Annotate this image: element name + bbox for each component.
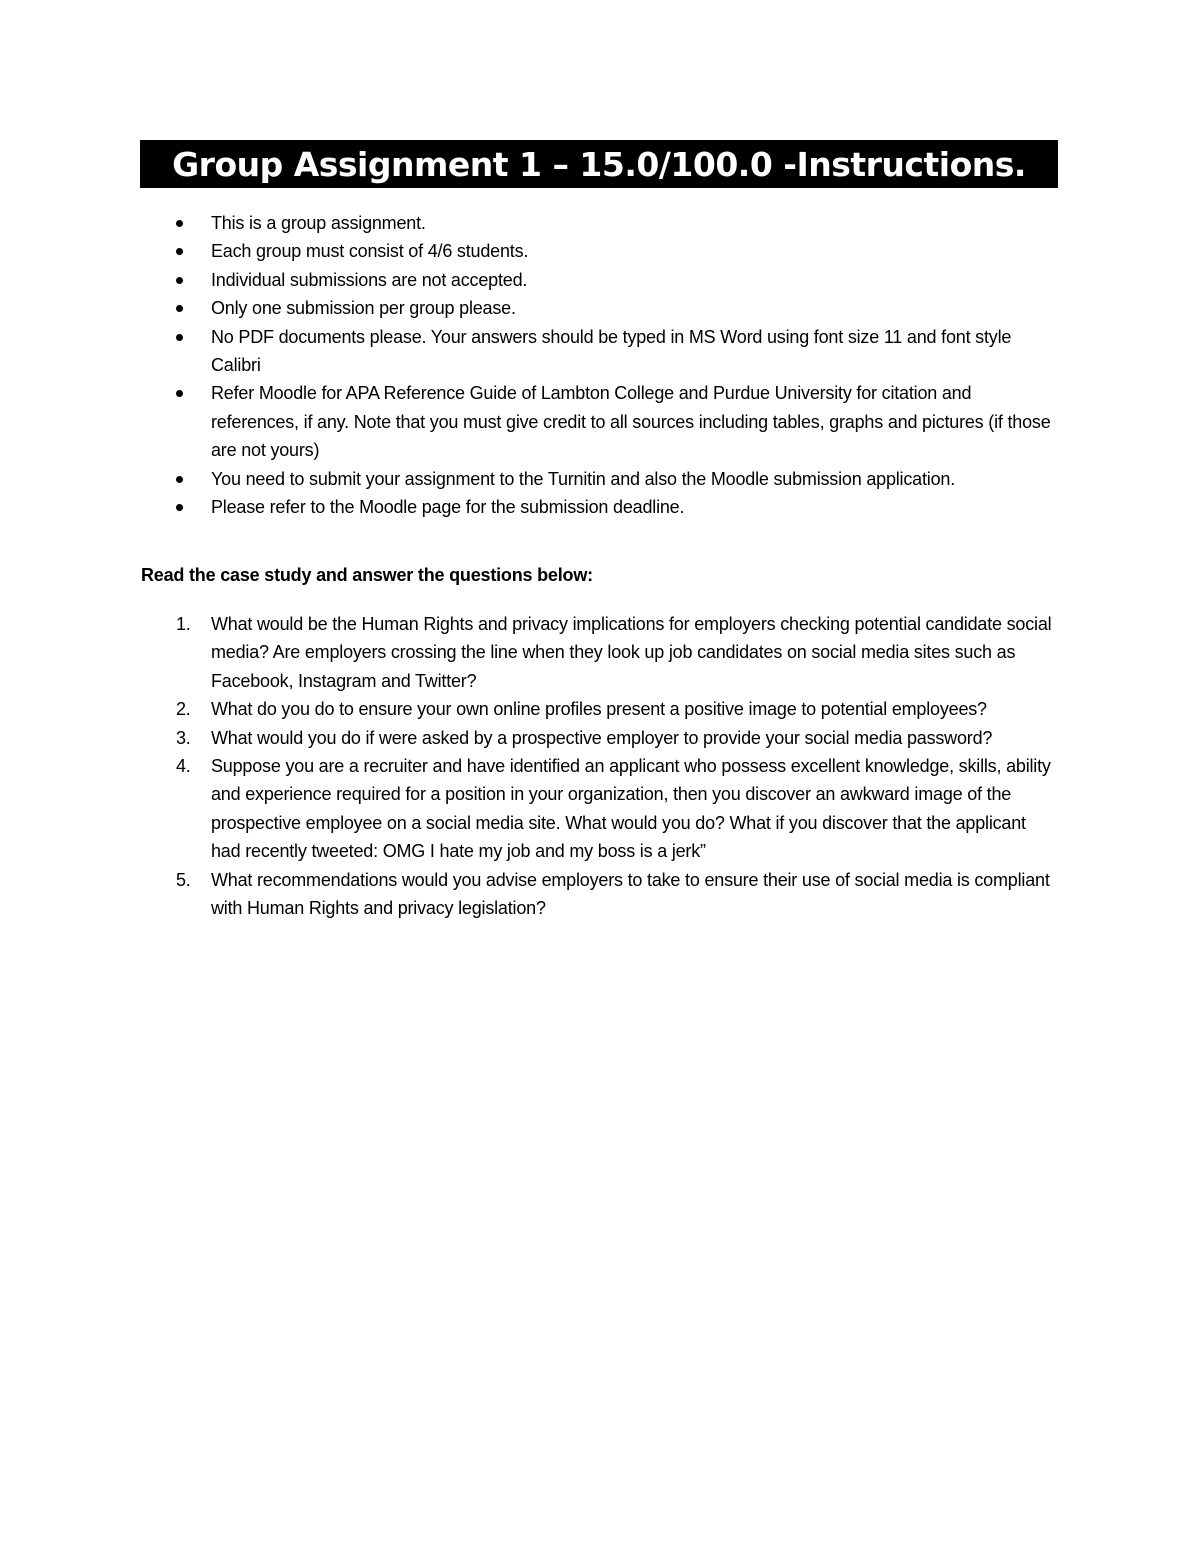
question-text: What would be the Human Rights and privacy implications for employers checking potential candidate social media? Are employers crossing the line when they look up job candidates on social media sites such as Facebook, Instagram and Twitter? bbox=[211, 614, 1052, 691]
instruction-text: Only one submission per group please. bbox=[211, 298, 516, 319]
bullet-icon bbox=[176, 390, 183, 397]
question-text: Suppose you are a recruiter and have identified an applicant who possess excellent knowledge, skills, ability and experience required for a position in your organization, then you discover an awkward image of the prospective employee on a social media site. What would you do? What if you discover that the applicant had recently tweeted: OMG I hate my job and my boss is a jerk” bbox=[211, 756, 1051, 862]
instruction-item bbox=[140, 465, 1060, 493]
instruction-text: Individual submissions are not accepted. bbox=[211, 269, 528, 290]
instruction-text: No PDF documents please. Your answers should be typed in MS Word using font size 11 and font style Calibri bbox=[211, 326, 1012, 376]
instruction-text: This is a group assignment. bbox=[211, 213, 426, 233]
question-number: 5. bbox=[176, 869, 191, 890]
bullet-icon bbox=[176, 504, 183, 511]
instruction-text: You need to submit your assignment to the Turnitin and also the Moodle submission application. bbox=[211, 468, 955, 489]
question-number: 4. bbox=[176, 756, 191, 777]
bullet-icon bbox=[176, 334, 183, 341]
instruction-item bbox=[140, 379, 1060, 464]
question-item bbox=[140, 866, 1060, 923]
page-title: Group Assignment 1 – 15.0/100.0 -Instructions. bbox=[172, 144, 1026, 184]
instruction-item bbox=[140, 266, 1060, 294]
bullet-icon bbox=[176, 476, 183, 483]
question-item bbox=[140, 724, 1060, 752]
instructions-list bbox=[140, 209, 1060, 521]
question-number: 2. bbox=[176, 699, 191, 720]
instruction-text: Please refer to the Moodle page for the submission deadline. bbox=[211, 497, 685, 518]
bullet-icon bbox=[176, 220, 183, 227]
questions-list bbox=[140, 610, 1060, 922]
instruction-text: Each group must consist of 4/6 students. bbox=[211, 241, 529, 262]
bullet-icon bbox=[176, 248, 183, 255]
instruction-item bbox=[140, 323, 1060, 380]
questions-heading: Read the case study and answer the questions below: bbox=[141, 565, 593, 585]
instruction-item bbox=[140, 493, 1060, 521]
question-number: 1. bbox=[176, 614, 191, 634]
bullet-icon bbox=[176, 305, 183, 312]
question-text: What would you do if were asked by a prospective employer to provide your social media password? bbox=[211, 727, 993, 748]
bullet-icon bbox=[176, 277, 183, 284]
instruction-text: Refer Moodle for APA Reference Guide of Lambton College and Purdue University for citation and references, if any. Note that you must give credit to all sources including tables, graphs and pictures (if those are not yours) bbox=[211, 383, 1051, 461]
question-number: 3. bbox=[176, 727, 191, 748]
question-item bbox=[140, 695, 1060, 723]
question-text: What recommendations would you advise employers to take to ensure their use of social media is compliant with Human Rights and privacy legislation? bbox=[211, 869, 1050, 919]
instruction-item bbox=[140, 237, 1060, 265]
instruction-item bbox=[140, 294, 1060, 322]
title-banner bbox=[140, 140, 1058, 188]
question-item bbox=[140, 752, 1060, 866]
instruction-item bbox=[140, 209, 1060, 237]
question-item bbox=[140, 610, 1060, 695]
question-text: What do you do to ensure your own online profiles present a positive image to potential employees? bbox=[211, 699, 987, 720]
